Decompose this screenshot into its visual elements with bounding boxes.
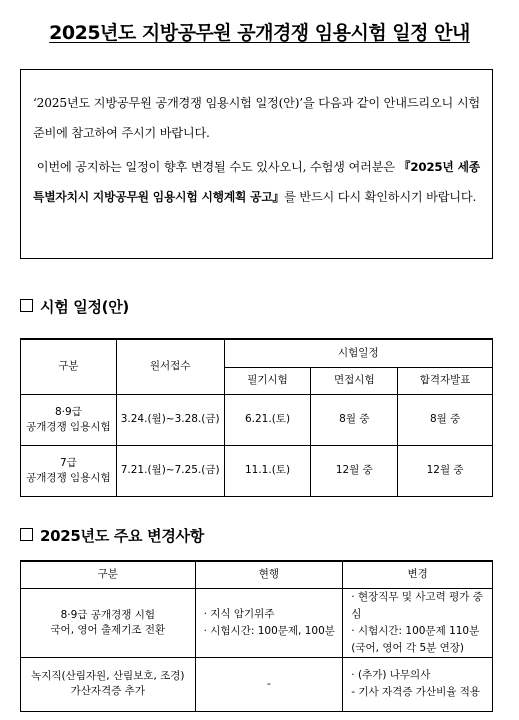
schedule-table [20, 338, 493, 497]
schedule-section-heading [20, 296, 129, 317]
row-category: 8·9급 공개경쟁 시험 국어, 영어 출제기조 전환 [21, 588, 196, 657]
row-application: 7.21.(월)~7.25.(금) [116, 445, 224, 496]
notice-paragraph-2 [33, 152, 480, 212]
square-bullet-icon [20, 299, 33, 312]
row-current: - [195, 657, 343, 711]
header-interview: 면접시험 [311, 367, 398, 394]
notice-paragraph-1: ‘2025년도 지방공무원 공개경쟁 임용시험 일정(안)’을 다음과 같이 안내드리오니 시험 준비에 참고하여 주시기 바랍니다. [33, 96, 480, 140]
table-row [21, 588, 493, 657]
row-change: · 현장직무 및 사고력 평가 중심 · 시험시간: 100문제 110분 (국어, 영어 각 5분 연장) [343, 588, 493, 657]
row-written: 11.1.(토) [224, 445, 311, 496]
header-current: 현행 [195, 561, 343, 588]
table-row [21, 394, 493, 445]
square-bullet-icon [20, 528, 33, 541]
row-category: 녹지직(산림자원, 산림보호, 조경) 가산자격증 추가 [21, 657, 196, 711]
row-current: · 지식 암기위주 · 시험시간: 100문제, 100분 [195, 588, 343, 657]
header-category: 구분 [21, 561, 196, 588]
row-written: 6.21.(토) [224, 394, 311, 445]
header-application: 원서접수 [116, 339, 224, 394]
schedule-heading-text: 시험 일정(안) [40, 298, 129, 316]
header-change: 변경 [343, 561, 493, 588]
row-category: 8·9급 공개경쟁 임용시험 [21, 394, 117, 445]
notice-box [20, 69, 493, 259]
row-result: 12월 중 [398, 445, 493, 496]
header-exam-schedule: 시험일정 [224, 339, 492, 367]
row-category: 7급 공개경쟁 임용시험 [21, 445, 117, 496]
notice-paragraph-2-start: 이번에 공지하는 일정이 향후 변경될 수도 있사오니, 수험생 여러분은 [36, 160, 399, 174]
table-row [21, 657, 493, 711]
changes-section-heading [20, 525, 204, 546]
page-title: 2025년도 지방공무원 공개경쟁 임용시험 일정 안내 [49, 22, 470, 44]
row-result: 8월 중 [398, 394, 493, 445]
changes-table [20, 560, 493, 712]
row-application: 3.24.(월)~3.28.(금) [116, 394, 224, 445]
header-written: 필기시험 [224, 367, 311, 394]
row-interview: 12월 중 [311, 445, 398, 496]
header-category: 구분 [21, 339, 117, 394]
header-result: 합격자발표 [398, 367, 493, 394]
row-interview: 8월 중 [311, 394, 398, 445]
table-row [21, 445, 493, 496]
notice-announcement-title: 『2025년 세종특별자치시 지방공무원 임용시험 시행계획 공고』 [33, 160, 480, 204]
notice-paragraph-2-end: 를 반드시 다시 확인하시기 바랍니다. [284, 190, 477, 204]
row-change: · (추가) 나무의사 - 기사 자격증 가산비율 적용 [343, 657, 493, 711]
changes-heading-text: 2025년도 주요 변경사항 [40, 527, 204, 545]
